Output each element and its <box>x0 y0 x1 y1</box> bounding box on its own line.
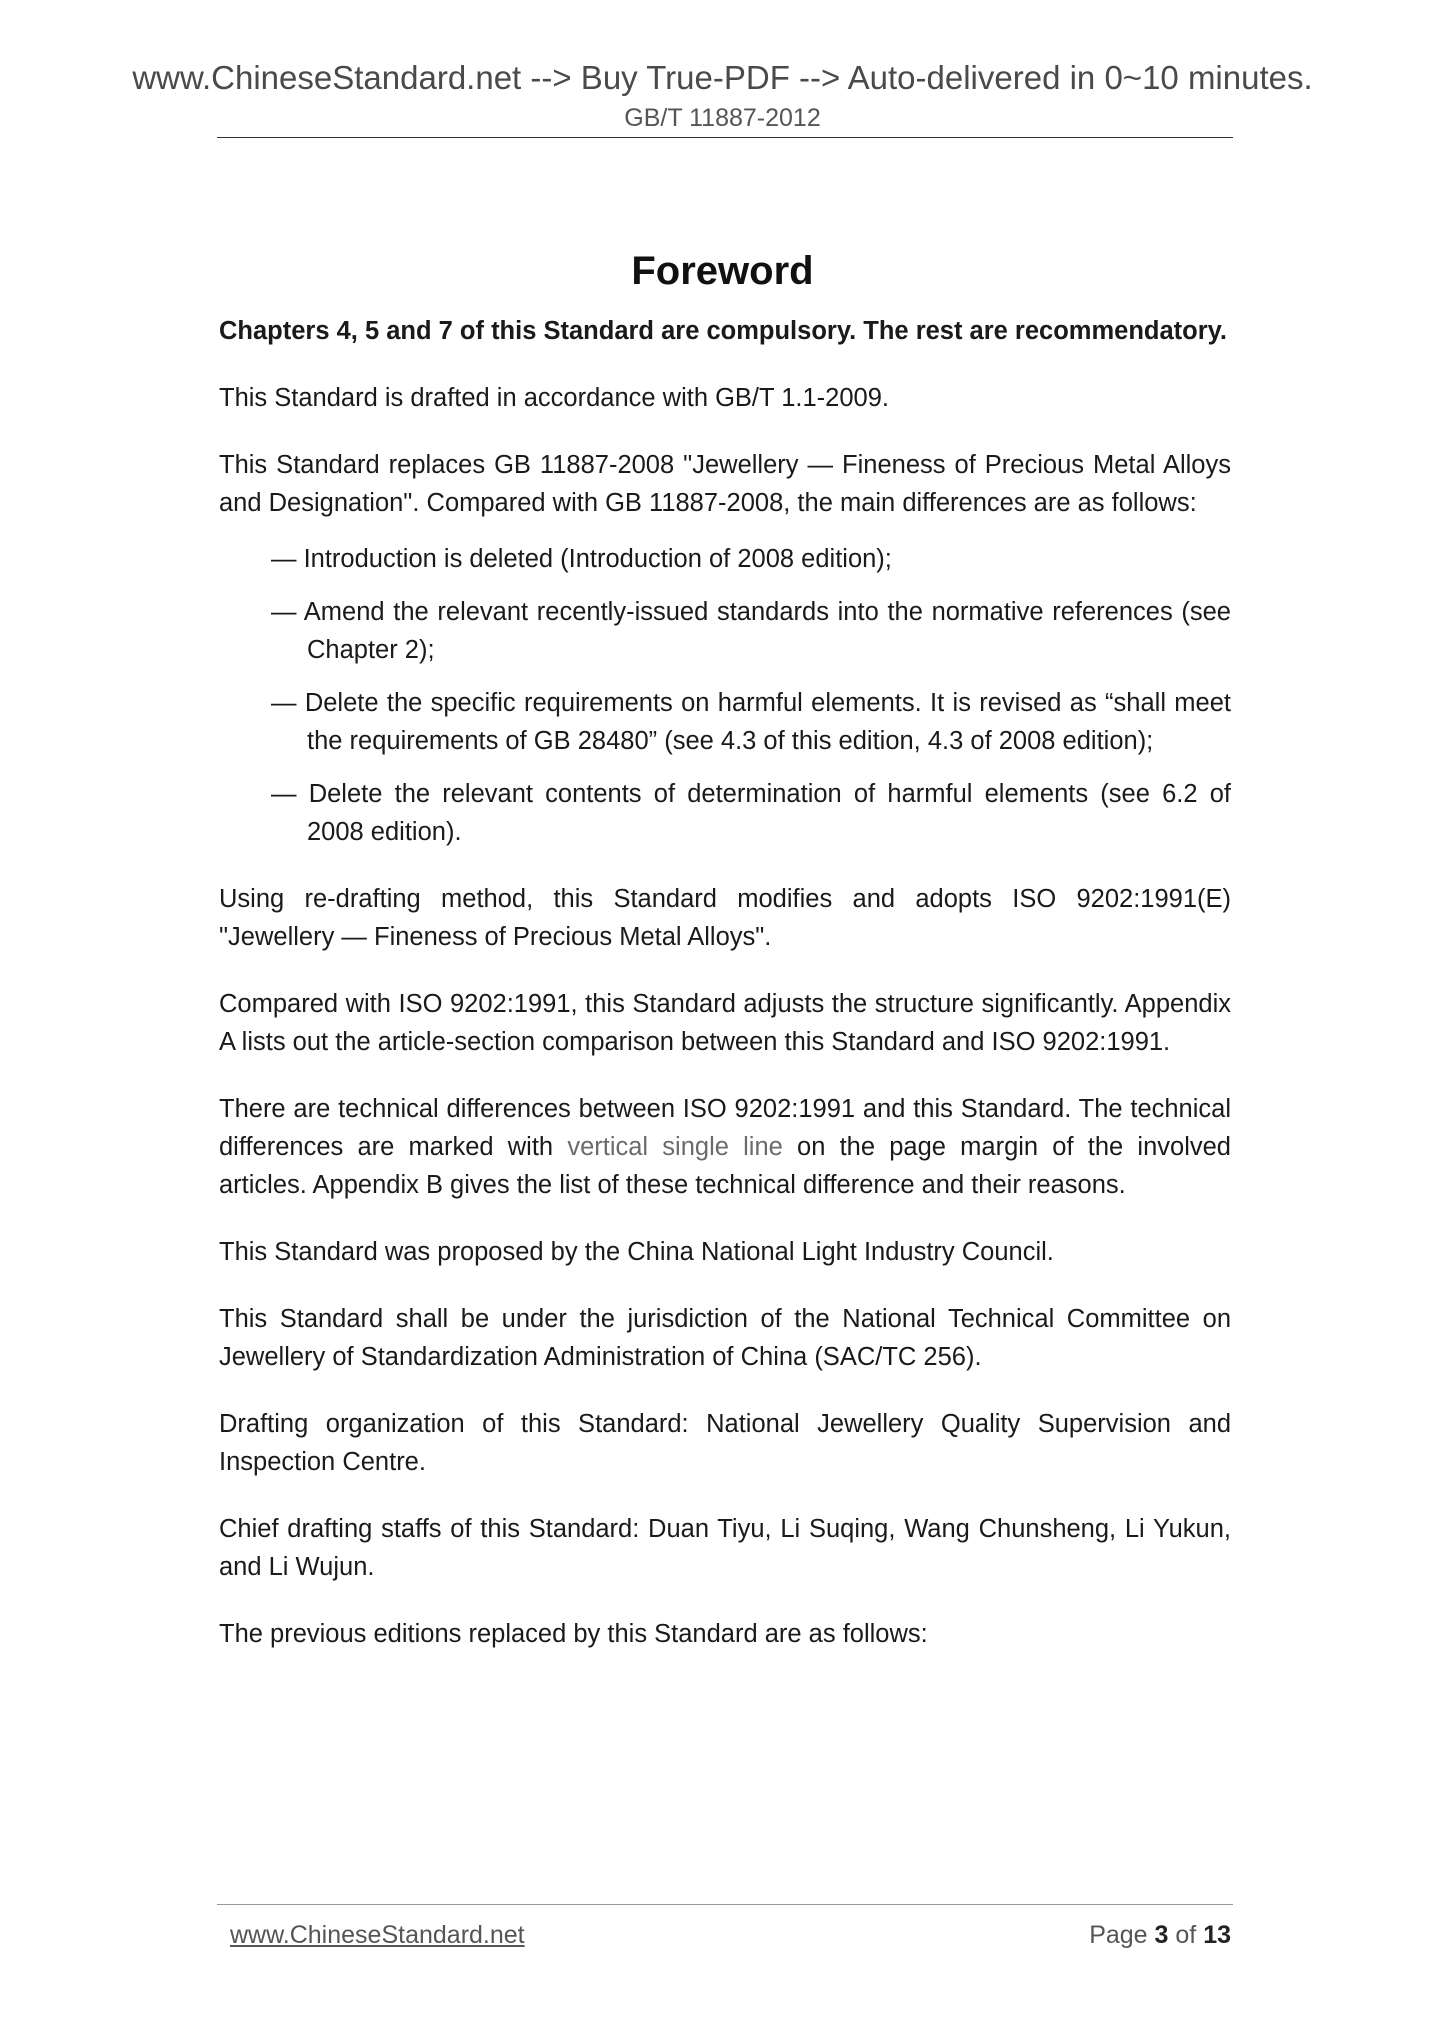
list-item: — Delete the specific requirements on harmful elements. It is revised as “shall meet the requirements of GB 28480” (see 4.3 of this edition, 4.3 of 2008 edition); <box>271 689 1231 755</box>
chief-staffs-paragraph: Chief drafting staffs of this Standard: Duan Tiyu, Li Suqing, Wang Chunsheng, Li Yukun, and Li Wujun. <box>219 1515 1231 1581</box>
footer-divider <box>217 1904 1233 1905</box>
previous-editions-paragraph: The previous editions replaced by this Standard are as follows: <box>219 1620 928 1648</box>
page-of: of <box>1168 1921 1204 1949</box>
footer-website-link[interactable]: www.ChineseStandard.net <box>230 1921 525 1949</box>
drafted-paragraph: This Standard is drafted in accordance with GB/T 1.1-2009. <box>219 384 889 412</box>
total-pages: 13 <box>1203 1921 1231 1949</box>
tech-diff-text-start: There are technical differences between ISO 9202:1991 and this Standard. The technical differences are marked with <box>219 1095 1231 1161</box>
vertical-line-highlight: vertical single line <box>567 1133 783 1161</box>
standard-code: GB/T 11887-2012 <box>624 104 821 132</box>
list-item: — Introduction is deleted (Introduction of 2008 edition); <box>271 545 892 573</box>
list-item: — Delete the relevant contents of determination of harmful elements (see 6.2 of 2008 edition). <box>271 780 1231 846</box>
proposed-paragraph: This Standard was proposed by the China National Light Industry Council. <box>219 1238 1054 1266</box>
header-banner: www.ChineseStandard.net --> Buy True-PDF --> Auto-delivered in 0~10 minutes. <box>132 59 1313 96</box>
technical-differences-paragraph <box>219 1090 1231 1204</box>
foreword-body <box>219 312 1231 1682</box>
page-label: Page <box>1089 1921 1155 1949</box>
drafting-organization-paragraph: Drafting organization of this Standard: National Jewellery Quality Supervision and Inspection Centre. <box>219 1410 1231 1476</box>
page-title: Foreword <box>631 248 814 293</box>
comparison-paragraph: Compared with ISO 9202:1991, this Standard adjusts the structure significantly. Appendix A lists out the article-section comparison between this Standard and ISO 9202:1991. <box>219 990 1231 1056</box>
tech-diff-text-end: on the page margin of the involved articles. Appendix B gives the list of these technical difference and their reasons. <box>219 1133 1231 1199</box>
jurisdiction-paragraph: This Standard shall be under the jurisdiction of the National Technical Committee on Jewellery of Standardization Administration of China (SAC/TC 256). <box>219 1305 1231 1371</box>
replaces-paragraph: This Standard replaces GB 11887-2008 "Jewellery — Fineness of Precious Metal Alloys and Designation". Compared with GB 11887-2008, the main differences are as follows: <box>219 451 1231 517</box>
page-number <box>1089 1918 1231 1952</box>
current-page: 3 <box>1154 1921 1169 1949</box>
compulsory-paragraph: Chapters 4, 5 and 7 of this Standard are compulsory. The rest are recommendatory. <box>219 317 1228 345</box>
redrafting-paragraph: Using re-drafting method, this Standard modifies and adopts ISO 9202:1991(E) "Jewellery — Fineness of Precious Metal Alloys". <box>219 885 1231 951</box>
differences-list <box>219 540 1231 851</box>
list-item: — Amend the relevant recently-issued standards into the normative references (see Chapter 2); <box>271 598 1231 664</box>
header-divider <box>217 137 1233 138</box>
